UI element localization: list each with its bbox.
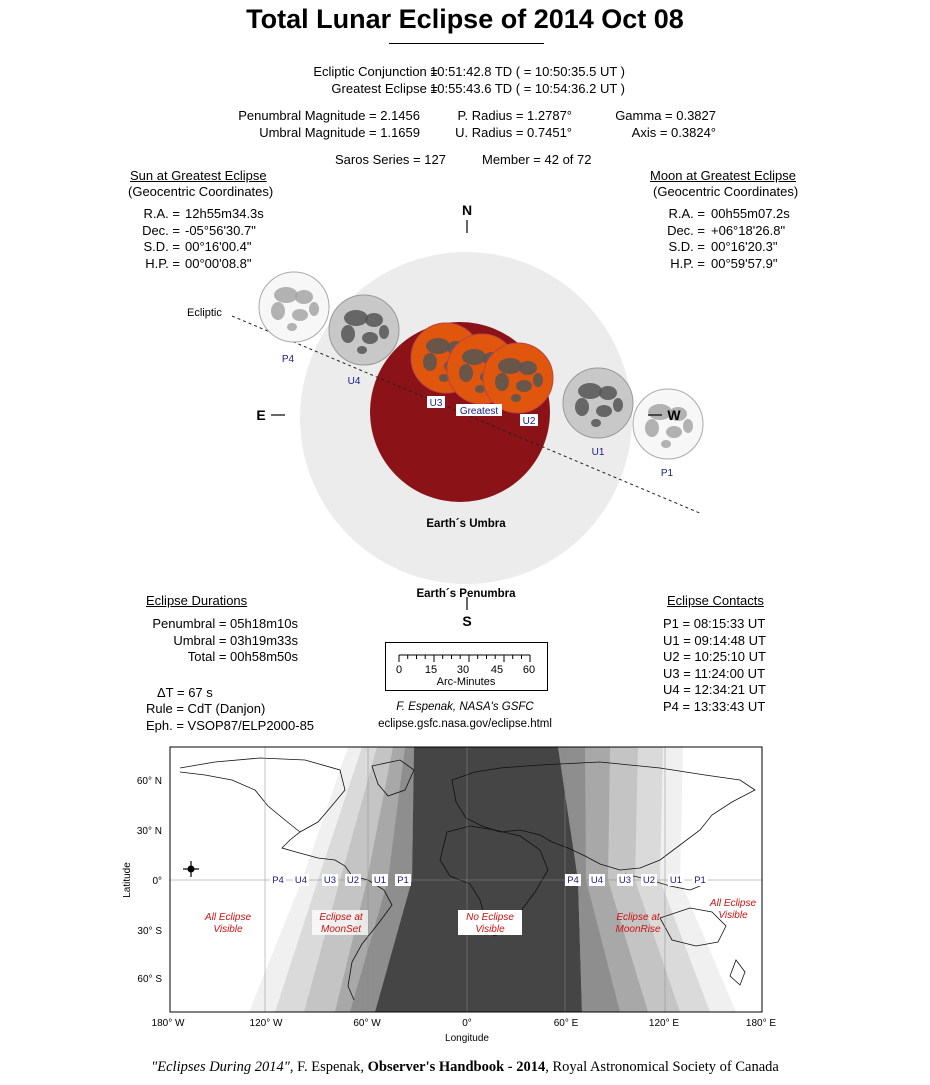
lat-tick-30n: 30° N (136, 826, 162, 837)
footer-author: , F. Espenak, (289, 1059, 368, 1075)
delta-t: ΔT = 67 s (157, 685, 213, 700)
conjunction-value: 10:51:42.8 TD ( = 10:50:35.5 UT ) (430, 64, 625, 79)
saros-series: Saros Series = 127 (335, 152, 446, 167)
ecliptic-label: Ecliptic (187, 307, 222, 319)
page-title: Total Lunar Eclipse of 2014 Oct 08 (246, 4, 684, 34)
contact-p4-time: P4 = 13:33:43 UT (663, 698, 766, 714)
moon-sd-value: 00°16'20.3" (711, 239, 778, 254)
zone-moonrise-2: MoonRise (615, 924, 661, 935)
credit-url: eclipse.gsfc.nasa.gov/eclipse.html (378, 718, 552, 730)
conjunction-label: Ecliptic Conjunction = (313, 64, 438, 79)
gamma-value: Gamma = 0.3827 (615, 108, 716, 123)
moon-u2 (483, 343, 553, 413)
contact-label-u4: U4 (347, 376, 361, 387)
moon-p1 (633, 389, 703, 459)
danjon-rule: Rule = CdT (Danjon) (146, 701, 266, 716)
penumbral-radius: P. Radius = 1.2787° (457, 108, 572, 123)
lon-tick-0: 0° (462, 1018, 472, 1029)
moon-hp-label: H.P. = (670, 255, 705, 271)
scale-bar (385, 642, 548, 692)
zone-all-west-1: All Eclipse (204, 912, 252, 923)
map-contact-e-u2: U2 (642, 875, 656, 886)
map-contact-w-u3: U3 (323, 875, 337, 886)
umbral-magnitude: Umbral Magnitude = 1.1659 (259, 125, 420, 140)
lat-tick-60n: 60° N (136, 776, 162, 787)
footer-citation (0, 1059, 930, 1076)
contact-label-u2: U2 (522, 416, 536, 427)
zone-all-east-2: Visible (718, 910, 748, 921)
sun-hp-label: H.P. = (145, 255, 180, 271)
moon-u1 (563, 368, 633, 438)
zone-all-east-1: All Eclipse (709, 898, 757, 909)
contacts-heading: Eclipse Contacts (667, 593, 764, 608)
zone-moonset-1: Eclipse at (319, 912, 363, 923)
durations-list (100, 616, 298, 666)
zone-none-2: Visible (475, 924, 505, 935)
map-contact-e-u4: U4 (590, 875, 604, 886)
axis-value: Axis = 0.3824° (631, 125, 716, 140)
visibility-map (112, 742, 792, 1047)
sun-subheading: (Geocentric Coordinates) (128, 184, 274, 199)
lon-tick-120w: 120° W (249, 1018, 283, 1029)
greatest-eclipse-label: Greatest Eclipse = (331, 81, 438, 96)
total-duration: Total = 00h58m50s (187, 649, 298, 664)
lat-tick-60s: 60° S (137, 974, 162, 985)
contact-label-p4: P4 (281, 354, 295, 365)
north-label: N (461, 202, 473, 218)
umbral-radius: U. Radius = 0.7451° (455, 125, 572, 140)
moon-p4 (259, 272, 329, 342)
footer-handbook: Observer's Handbook - 2014 (367, 1059, 546, 1075)
scale-tick-60: 60 (522, 664, 536, 676)
greatest-eclipse-value: 10:55:43.6 TD ( = 10:54:36.2 UT ) (430, 81, 625, 96)
footer-society: , Royal Astronomical Society of Canada (545, 1059, 779, 1075)
scale-tick-15: 15 (424, 664, 438, 676)
lon-tick-120e: 120° E (648, 1018, 680, 1029)
map-contact-w-p4: P4 (272, 875, 284, 886)
contact-label-p1: P1 (660, 468, 674, 479)
umbral-duration: Umbral = 03h19m33s (173, 632, 298, 648)
eclipse-diagram (0, 195, 930, 635)
moon-dec-label: Dec. = (667, 222, 705, 238)
moon-sd-label: S.D. = (668, 239, 705, 254)
east-label: E (256, 407, 266, 423)
moon-subheading: (Geocentric Coordinates) (653, 184, 799, 199)
ephemeris: Eph. = VSOP87/ELP2000-85 (146, 718, 315, 733)
lat-tick-0: 0° (152, 876, 162, 887)
credit-author: F. Espenak, NASA's GSFC (396, 701, 534, 713)
sun-heading: Sun at Greatest Eclipse (130, 168, 267, 183)
footer-publication: "Eclipses During 2014" (151, 1059, 290, 1075)
map-contact-w-u4: U4 (294, 875, 308, 886)
sun-dec-label: Dec. = (142, 222, 180, 238)
sun-sd-label: S.D. = (143, 239, 180, 254)
contacts-list (663, 616, 766, 715)
moon-ra-value: 00h55m07.2s (711, 206, 790, 221)
greatest-label: Greatest (459, 406, 499, 417)
penumbra-label: Earth´s Penumbra (416, 588, 516, 600)
map-contact-w-u1: U1 (373, 875, 387, 886)
moon-ra-label: R.A. = (668, 206, 705, 221)
contact-u2-time: U2 = 10:25:10 UT (663, 649, 766, 664)
contact-u4-time: U4 = 12:34:21 UT (663, 682, 766, 697)
sun-hp-value: 00°00'08.8" (185, 255, 252, 271)
lon-tick-180e: 180° E (745, 1018, 777, 1029)
lat-tick-30s: 30° S (137, 926, 162, 937)
zone-none-1: No Eclipse (466, 912, 514, 923)
contact-u3-time: U3 = 11:24:00 UT (663, 665, 766, 681)
penumbral-magnitude: Penumbral Magnitude = 2.1456 (238, 108, 420, 123)
durations-heading: Eclipse Durations (146, 593, 248, 608)
penumbral-duration: Penumbral = 05h18m10s (152, 616, 298, 631)
map-contact-e-p4: P4 (567, 875, 579, 886)
lon-tick-180w: 180° W (151, 1018, 185, 1029)
contact-label-u1: U1 (591, 447, 605, 458)
moon-u4 (329, 295, 399, 365)
zone-all-west-2: Visible (213, 924, 243, 935)
umbra-label: Earth´s Umbra (426, 518, 506, 530)
scale-tick-30: 30 (456, 664, 470, 676)
scale-label: Arc-Minutes (436, 676, 496, 688)
map-contact-e-p1: P1 (694, 875, 706, 886)
west-label: W (667, 407, 681, 423)
contact-label-u3: U3 (429, 398, 443, 409)
map-contact-e-u3: U3 (618, 875, 632, 886)
scale-tick-0: 0 (395, 664, 403, 676)
map-contact-w-u2: U2 (346, 875, 360, 886)
zone-moonset-2: MoonSet (320, 924, 362, 935)
contact-p1-time: P1 = 08:15:33 UT (663, 616, 766, 631)
contact-u1-time: U1 = 09:14:48 UT (663, 632, 766, 648)
zone-moonrise-1: Eclipse at (616, 912, 660, 923)
title-underline (389, 43, 544, 44)
sun-ra-label: R.A. = (143, 206, 180, 221)
south-label: S (462, 613, 472, 629)
lon-tick-60e: 60° E (553, 1018, 579, 1029)
moon-dec-value: +06°18'26.8" (711, 222, 786, 238)
sun-dec-value: -05°56'30.7" (185, 222, 256, 238)
saros-member: Member = 42 of 72 (482, 152, 592, 167)
moon-hp-value: 00°59'57.9" (711, 255, 778, 271)
sun-ra-value: 12h55m34.3s (185, 206, 264, 221)
map-contact-e-u1: U1 (669, 875, 683, 886)
scale-tick-45: 45 (490, 664, 504, 676)
map-ylabel: Latitude (122, 862, 133, 898)
moon-heading: Moon at Greatest Eclipse (650, 168, 796, 183)
sun-sd-value: 00°16'00.4" (185, 239, 252, 254)
map-xlabel: Longitude (445, 1033, 489, 1044)
lon-tick-60w: 60° W (353, 1018, 381, 1029)
map-contact-w-p1: P1 (397, 875, 409, 886)
